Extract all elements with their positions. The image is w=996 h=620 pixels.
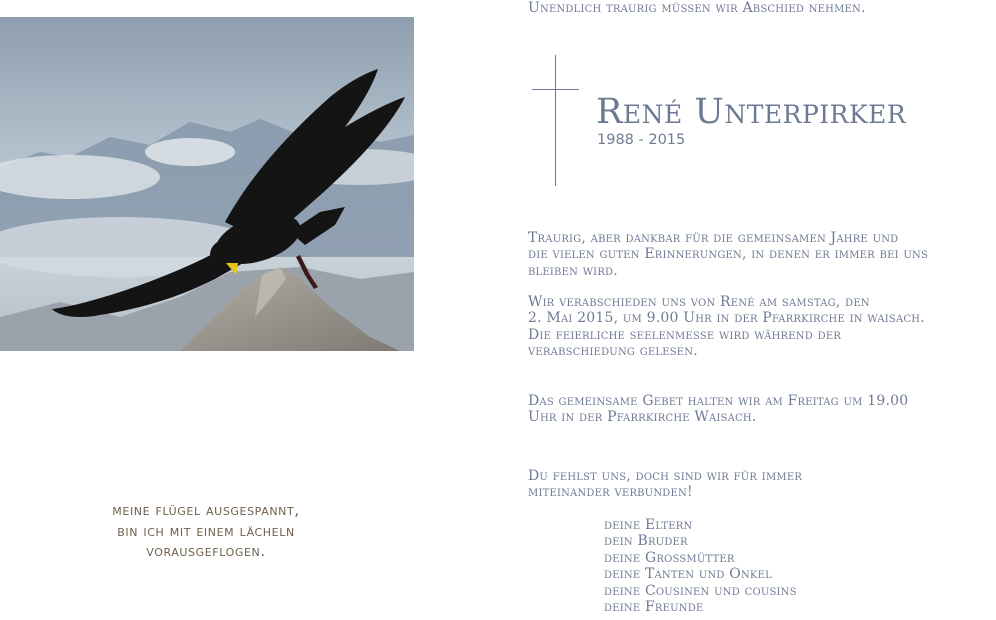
paragraph-line: Du fehlst uns, doch sind wir für immer <box>528 468 803 484</box>
cross-icon-vertical <box>555 55 556 186</box>
paragraph-gratitude <box>528 230 928 279</box>
signer-item: deine Eltern <box>604 517 693 533</box>
poem <box>0 500 412 562</box>
paragraph-line: 2. Mai 2015, um 9.00 Uhr in der Pfarrkirche in waisach. <box>528 310 925 327</box>
paragraph-line: Uhr in der Pfarrkirche Waisach. <box>528 409 757 426</box>
paragraph-line: Wir verabschieden uns von René am samstag, den <box>528 294 870 310</box>
signers-list <box>604 517 797 615</box>
poem-line: meine flügel ausgespannt, <box>112 501 300 519</box>
paragraph-line: Traurig, aber dankbar für die gemeinsamen Jahre und <box>528 230 899 246</box>
paragraph-farewell <box>528 468 802 501</box>
paragraph-line: verabschiedung gelesen. <box>528 343 698 360</box>
paragraph-line: bleiben wird. <box>528 262 618 279</box>
paragraph-line: die vielen guten Erinnerungen, in denen er immer bei uns <box>528 246 929 263</box>
signer-item: dein Bruder <box>604 533 688 550</box>
signer-item: deine Freunde <box>604 599 704 616</box>
deceased-name: René Unterpirker <box>596 92 907 132</box>
memorial-photo <box>0 17 414 351</box>
poem-line: bin ich mit einem lächeln <box>117 521 295 540</box>
poem-line: vorausgeflogen. <box>146 542 266 560</box>
paragraph-line: miteinander verbunden! <box>528 484 693 501</box>
intro-text: Unendlich traurig müssen wir Abschied nehmen. <box>528 0 866 16</box>
bird-over-mountain-image <box>0 17 414 351</box>
signer-item: deine Cousinen und cousins <box>604 582 797 599</box>
signer-item: deine Grossmütter <box>604 549 735 566</box>
signer-item: deine Tanten und Onkel <box>604 566 772 583</box>
paragraph-prayer <box>528 393 908 426</box>
paragraph-funeral <box>528 294 925 360</box>
paragraph-line: Das gemeinsame Gebet halten wir am Freitag um 19.00 <box>528 393 909 409</box>
paragraph-line: Die feierliche seelenmesse wird während der <box>528 326 842 343</box>
cross-icon-horizontal <box>532 89 579 90</box>
life-years: 1988 - 2015 <box>597 132 686 148</box>
